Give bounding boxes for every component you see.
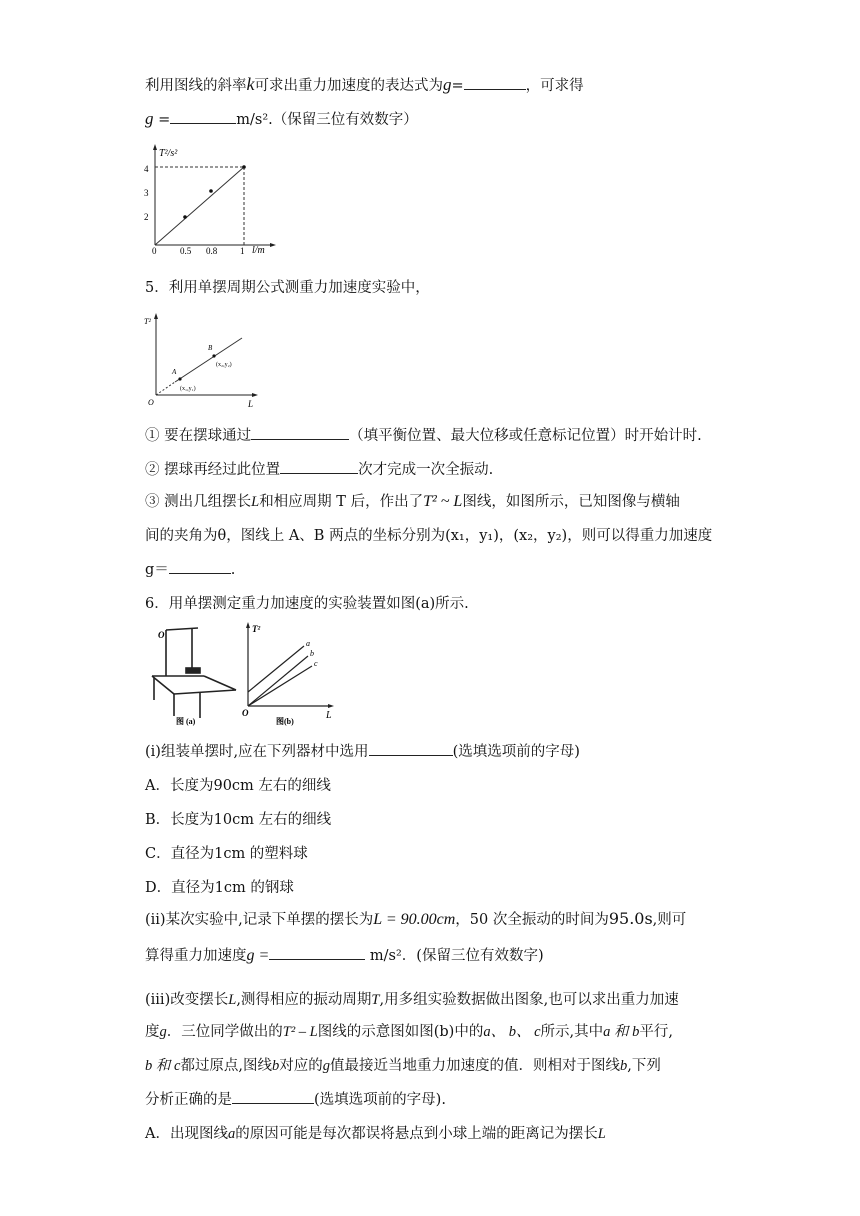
var-g: g bbox=[159, 1024, 167, 1040]
q4-line-2 bbox=[145, 108, 418, 129]
text: （填平衡位置、最大位移或任意标记位置）时开始计时. bbox=[349, 428, 702, 444]
text: ．三位同学做出的 bbox=[166, 1024, 283, 1040]
text: (iii)改变摆长 bbox=[145, 992, 229, 1008]
var-L: L bbox=[228, 992, 237, 1008]
q6-part-iii-1 bbox=[145, 988, 679, 1009]
text: ③ 测出几组摆长 bbox=[145, 494, 252, 510]
equals: = bbox=[158, 112, 171, 128]
q6-part-iii-4 bbox=[145, 1088, 446, 1109]
q4-line-1 bbox=[145, 74, 584, 95]
text: 分析正确的是 bbox=[145, 1092, 232, 1108]
q6-part-ii-2 bbox=[145, 944, 544, 965]
q6-part-iii-3 bbox=[145, 1054, 661, 1075]
answer-blank[interactable] bbox=[169, 559, 231, 574]
answer-blank[interactable] bbox=[369, 741, 453, 756]
q6-part-i bbox=[145, 740, 580, 761]
answer-blank[interactable] bbox=[170, 109, 236, 124]
expr: L = 90.00cm bbox=[373, 911, 456, 928]
var-g: g bbox=[145, 109, 154, 128]
text: (ⅰ)组装单摆时,应在下列器材中选用 bbox=[145, 744, 369, 760]
var-b: b bbox=[620, 1058, 628, 1074]
q5-step-3 bbox=[145, 490, 680, 511]
text: ，可求得 bbox=[525, 78, 584, 94]
q5-graph bbox=[142, 310, 262, 410]
text: 和相应周期 T 后，作出了 bbox=[259, 494, 424, 510]
x-label: L bbox=[248, 399, 254, 409]
text: ，50 次全振动的时间为 bbox=[455, 912, 609, 928]
origin-label: O bbox=[148, 398, 154, 407]
var-a: a bbox=[227, 1126, 236, 1142]
text: ,用多组实验数据做出图象,也可以求出重力加速 bbox=[379, 992, 679, 1008]
text: 图线，如图所示，已知图像与横轴 bbox=[462, 494, 680, 510]
expr: g = bbox=[246, 947, 270, 964]
var-L: L bbox=[251, 494, 260, 510]
text: m/s².（保留三位有效数字） bbox=[236, 112, 418, 128]
expr: b 和 c bbox=[145, 1058, 181, 1074]
coord-b: (x₂,y₂) bbox=[216, 362, 232, 368]
expr: a 和 b bbox=[603, 1024, 640, 1040]
text: (ⅱ)某次实验中,记录下单摆的摆长为 bbox=[145, 912, 374, 928]
text: 算得重力加速度 bbox=[145, 948, 247, 964]
fig-b-origin: O bbox=[242, 708, 249, 718]
answer-blank[interactable] bbox=[464, 75, 526, 90]
text: ,测得相应的振动周期 bbox=[236, 992, 372, 1008]
option-a-2[interactable] bbox=[145, 1122, 606, 1143]
label-a: A bbox=[172, 368, 177, 376]
value: 95.0s bbox=[608, 909, 653, 928]
q5-step-1 bbox=[145, 424, 702, 445]
text: 利用图线的斜率 bbox=[145, 78, 247, 94]
expr: T² – L bbox=[282, 1024, 318, 1040]
text: (选填选项前的字母). bbox=[314, 1092, 446, 1108]
q5-line-5 bbox=[145, 558, 235, 579]
var-g: g bbox=[443, 75, 452, 94]
option-b[interactable]: B．长度为10cm 左右的细线 bbox=[145, 812, 332, 828]
text: 都过原点,图线 bbox=[180, 1058, 273, 1074]
x-tick: 0.5 bbox=[180, 246, 192, 256]
line-a bbox=[248, 646, 304, 692]
text: 次才完成一次全振动. bbox=[358, 462, 494, 478]
fig-a-label: 图 (a) bbox=[176, 717, 196, 726]
q6-title: 6．用单摆测定重力加速度的实验装置如图(a)所示. bbox=[145, 596, 469, 612]
answer-blank[interactable] bbox=[269, 945, 365, 960]
point-a bbox=[178, 377, 181, 380]
y-tick: 3 bbox=[144, 188, 149, 198]
q5-title: 5．利用单摆周期公式测重力加速度实验中， bbox=[145, 280, 430, 296]
text: 图线的示意图如图(b)中的 bbox=[317, 1024, 484, 1040]
var-T: T bbox=[371, 992, 380, 1008]
point-o-label: O bbox=[158, 630, 165, 640]
var-k: k bbox=[246, 74, 255, 94]
label-b: B bbox=[208, 344, 213, 352]
q5-step-2 bbox=[145, 458, 493, 479]
y-label: T² bbox=[144, 317, 151, 326]
q5-line-4: 间的夹角为θ，图线上 A、B 两点的坐标分别为(x₁，y₁)，(x₂，y₂)，则可以得重力加速度 bbox=[145, 528, 713, 544]
label-b: b bbox=[310, 649, 314, 658]
q6-part-ii bbox=[145, 908, 686, 929]
option-c[interactable]: C．直径为1cm 的塑料球 bbox=[145, 846, 308, 862]
y-tick: 2 bbox=[144, 212, 149, 222]
x-label: l/m bbox=[252, 245, 265, 256]
var-g: g bbox=[322, 1058, 331, 1074]
x-tick: 0 bbox=[152, 246, 157, 256]
var-L: L bbox=[597, 1126, 606, 1142]
q4-graph bbox=[140, 140, 280, 260]
text: 的原因可能是每次都误将悬点到小球上端的距离记为摆长 bbox=[235, 1126, 598, 1142]
option-a[interactable]: A．长度为90cm 左右的细线 bbox=[145, 778, 331, 794]
var-b: b bbox=[272, 1058, 280, 1074]
fig-b-x-label: L bbox=[326, 710, 332, 721]
y-tick: 4 bbox=[144, 164, 149, 174]
line-b bbox=[248, 656, 308, 706]
label-c: c bbox=[314, 659, 318, 668]
answer-blank[interactable] bbox=[232, 1089, 314, 1104]
option-d[interactable]: D．直径为1cm 的钢球 bbox=[145, 880, 294, 896]
text: ② 摆球再经过此位置 bbox=[145, 462, 281, 478]
x-tick: 0.8 bbox=[206, 246, 218, 256]
fig-b-label: 图(b) bbox=[276, 717, 294, 726]
data-point bbox=[242, 165, 246, 169]
y-label: T²/s² bbox=[159, 148, 178, 159]
text: 可求出重力加速度的表达式为 bbox=[254, 78, 443, 94]
point-b bbox=[212, 354, 215, 357]
fit-line bbox=[155, 167, 244, 245]
text: m/s²．(保留三位有效数字) bbox=[369, 948, 544, 964]
text: 值最接近当地重力加速度的值．则相对于图线 bbox=[330, 1058, 621, 1074]
text: . bbox=[230, 562, 236, 578]
answer-blank[interactable] bbox=[280, 459, 358, 474]
text: g＝ bbox=[145, 562, 169, 578]
text: ① 要在摆球通过 bbox=[145, 428, 252, 444]
text: 度 bbox=[145, 1024, 160, 1040]
expr: T² ~ L bbox=[423, 493, 463, 510]
label-a: a bbox=[306, 639, 310, 648]
line-c bbox=[248, 666, 312, 706]
text: ,则可 bbox=[652, 912, 687, 928]
data-point bbox=[209, 189, 213, 193]
text: (选填选项前的字母) bbox=[452, 744, 580, 760]
text: A．出现图线 bbox=[145, 1126, 228, 1142]
text: 对应的 bbox=[279, 1058, 323, 1074]
x-tick: 1 bbox=[240, 246, 245, 256]
fig-a-apparatus bbox=[152, 628, 236, 718]
answer-blank[interactable] bbox=[251, 425, 349, 440]
text: ,下列 bbox=[627, 1058, 661, 1074]
q6-part-iii-2 bbox=[145, 1020, 673, 1041]
coord-a: (x₁,y₁) bbox=[180, 386, 196, 392]
text: 所示,其中 bbox=[540, 1024, 604, 1040]
data-point bbox=[183, 215, 187, 219]
fig-b-y-label: T² bbox=[252, 624, 261, 634]
text: 平行, bbox=[639, 1024, 673, 1040]
expr: a、 b、 c bbox=[483, 1024, 541, 1040]
q6-figure bbox=[144, 618, 340, 726]
extension-line bbox=[156, 382, 175, 395]
equals: = bbox=[451, 78, 464, 94]
